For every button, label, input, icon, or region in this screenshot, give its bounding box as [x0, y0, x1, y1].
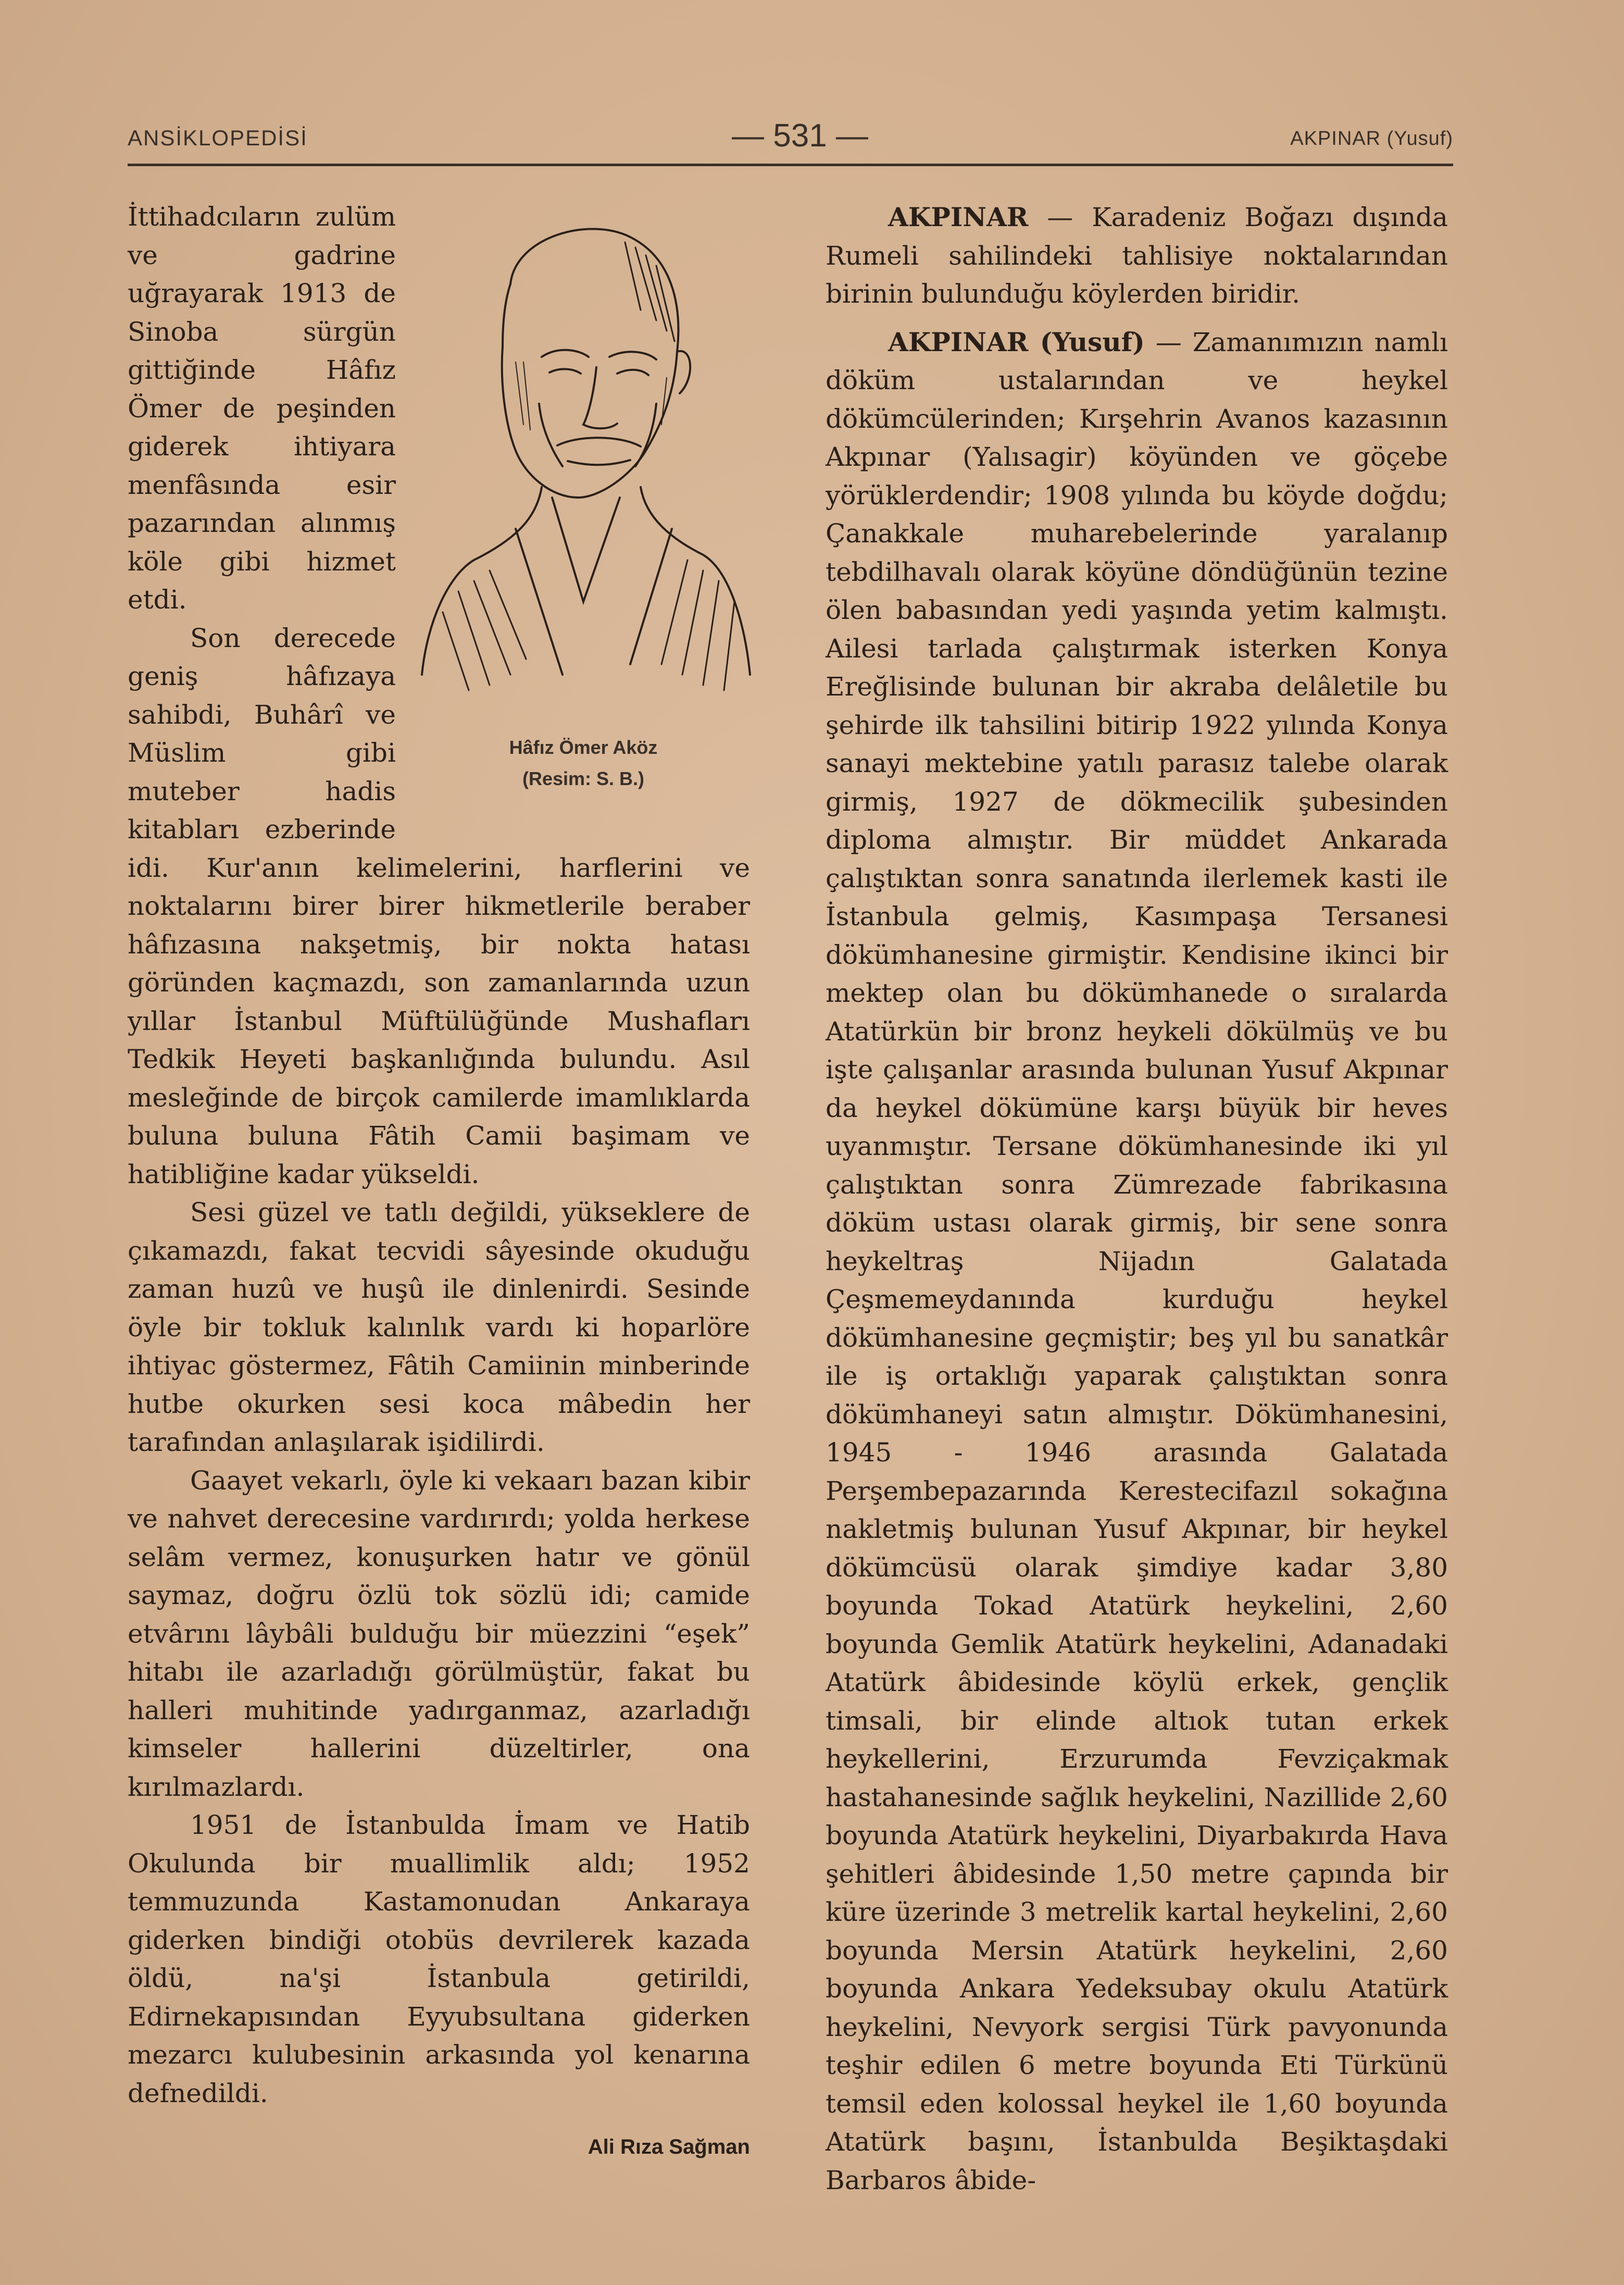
running-title: ANSİKLOPEDİSİ	[128, 126, 308, 150]
paragraph: İttihadcıların zulüm ve gadrine uğrayarak 1913 de Sinoba sürgün gittiğinde Hâfız Ömer de peşinden giderek ihtiyara menfâsında esir pazarından alınmış köle gibi hizmet etdi.	[128, 202, 396, 615]
entry-text: — Zamanımızın namlı döküm ustalarından ve heykel dökümcülerinden; Kırşehrin Avanos kazasının Akpınar (Yalısagir) köyünden ve göçebe yörüklerdendir; 1908 yılında bu köyde doğdu; Çanakkale muharebelerinde yaralanıp tebdilhavalı olarak köyüne döndüğünün tezine ölen babasından yedi yaşında yetim kalmıştı. Ailesi tarlada çalıştırmak isterken Konya Ereğlisinde bulunan bir akraba delâletile bu şehirde ilk tahsilini bitirip 1922 yılında Konya sanayi mektebine yatılı parasız talebe olarak girmiş, 1927 de dökmecilik şubesinden diploma almıştır. Bir müddet Ankarada çalıştıktan sonra sanatında ilerlemek kasti ile İstanbula gelmiş, Kasımpaşa Tersanesi dökümhanesine girmiştir. Kendisine ikinci bir mektep olan bu dökümhanede o sıralarda Atatürkün bir bronz heykeli dökülmüş ve bu işte çalışanlar arasında bulunan Yusuf Akpınar da heykel dökümüne karşı büyük bir heves uyanmıştır. Tersane dökümhanesinde iki yıl çalıştıktan sonra Zümrezade fabrikasına döküm ustası olarak girmiş, bir sene sonra heykeltraş Nijadın Galatada Çeşmemeydanında kurduğu heykel dökümhanesine geçmiştir; beş yıl bu sanatkâr ile iş ortaklığı yaparak çalıştıktan sonra dökümhaneyi satın almıştır. Dökümhanesini, 1945 - 1946 arasında Galatada Perşembepazarında Kerestecifazıl sokağına nakletmiş bulunan Yusuf Akpınar, bir heykel dökümcüsü olarak şimdiye kadar 3,80 boyunda Tokad Atatürk heykelini, 2,60 boyunda Gemlik Atatürk heykelini, Adanadaki Atatürk âbidesinde köylü erkek, gençlik timsali, bir elinde altıok tutan erkek heykellerini, Erzurumda Fevziçakmak hastahanesinde sağlık heykelini, Nazillide 2,60 boyunda Atatürk heykelini, Diyarbakırda Hava şehitleri âbidesinde 1,50 metre çapında bir küre üzerinde 3 metrelik kartal heykelini, 2,60 boyunda Mersin Atatürk heykelini, 2,60 boyunda Ankara Yedeksubay okulu Atatürk heykelini, Nevyork sergisi Türk pavyonunda teşhir edilen 6 metre boyunda Eti Türkünü temsil eden kolossal heykel ile 1,60 boyunda Atatürk başını, İstanbulda Beşiktaşdaki Barbaros âbide-	[826, 327, 1448, 2195]
caption-name: Hâfız Ömer Aköz	[509, 737, 658, 758]
entry-title: AKPINAR (Yusuf)	[888, 326, 1145, 357]
page-header	[128, 117, 1453, 159]
page-number: — 531 —	[732, 118, 868, 154]
paragraph: 1951 de İstanbulda İmam ve Hatib Okulunda bir muallimlik aldı; 1952 temmuzunda Kastamonudan Ankaraya giderken bindiği otobüs devrilerek kazada öldü, na'şi İstanbula getirildi, Edirnekapısından Eyyubsultana giderken mezarcı kulubesinin arkasında yol kenarına defnedildi.	[128, 1810, 750, 2108]
entry-title: AKPINAR	[888, 202, 1029, 232]
entry-text: — Karadeniz Boğazı dışında Rumeli sahilindeki tahlisiye noktalarından birinin bulunduğu köylerden biridir.	[826, 202, 1448, 309]
paragraph: Son derecede geniş hâfızaya sahibdi, Buhârî ve Müslim gibi muteber hadis kitabları ezberinde idi. Kur'anın kelimelerini, harflerini ve noktalarını birer birer hikmetlerile beraber hâfızasına nakşetmiş, bir nokta hatası göründen kaçmazdı, son zamanlarında uzun yıllar İstanbul Müftülüğünde Mushafları Tedkik Heyeti başkanlığında bulundu. Asıl mesleğinde de birçok camilerde imamlıklarda buluna buluna Fâtih Camii başimam ve hatibliğine kadar yükseldi.	[128, 623, 750, 1189]
figure-float-space	[396, 198, 750, 834]
article-author: Ali Rıza Sağman	[588, 2135, 750, 2158]
running-entry: AKPINAR (Yusuf)	[1290, 128, 1453, 150]
right-column	[826, 198, 1448, 2200]
paragraph: Gaayet vekarlı, öyle ki vekaarı bazan kibir ve nahvet derecesine vardırırdı; yolda herkese selâm vermez, konuşurken hatır ve gönül saymaz, doğru özlü tok sözlü idi; camide etvârını lâybâli bulduğu bir müezzini “eşek” hitabı ile azarladığı görülmüştür, fakat bu halleri muhitinde yadırganmaz, azarladığı kimseler hallerini düzeltirler, ona kırılmazlardı.	[128, 1465, 750, 1802]
entry-akpinar-yusuf	[826, 323, 1448, 2200]
left-column	[128, 198, 750, 2167]
paragraph: Sesi güzel ve tatlı değildi, yükseklere de çıkamazdı, fakat tecvidi sâyesinde okuduğu zaman huzû ve huşû ile dinlenirdi. Sesinde öyle bir tokluk kalınlık vardı ki hoparlöre ihtiyac göstermez, Fâtih Camiinin minberinde hutbe okurken sesi koca mâbedin her tarafından anlaşılarak işidilirdi.	[128, 1197, 750, 1457]
entry-akpinar	[826, 198, 1448, 314]
header-rule	[128, 164, 1453, 166]
caption-credit: (Resim: S. B.)	[522, 768, 645, 789]
